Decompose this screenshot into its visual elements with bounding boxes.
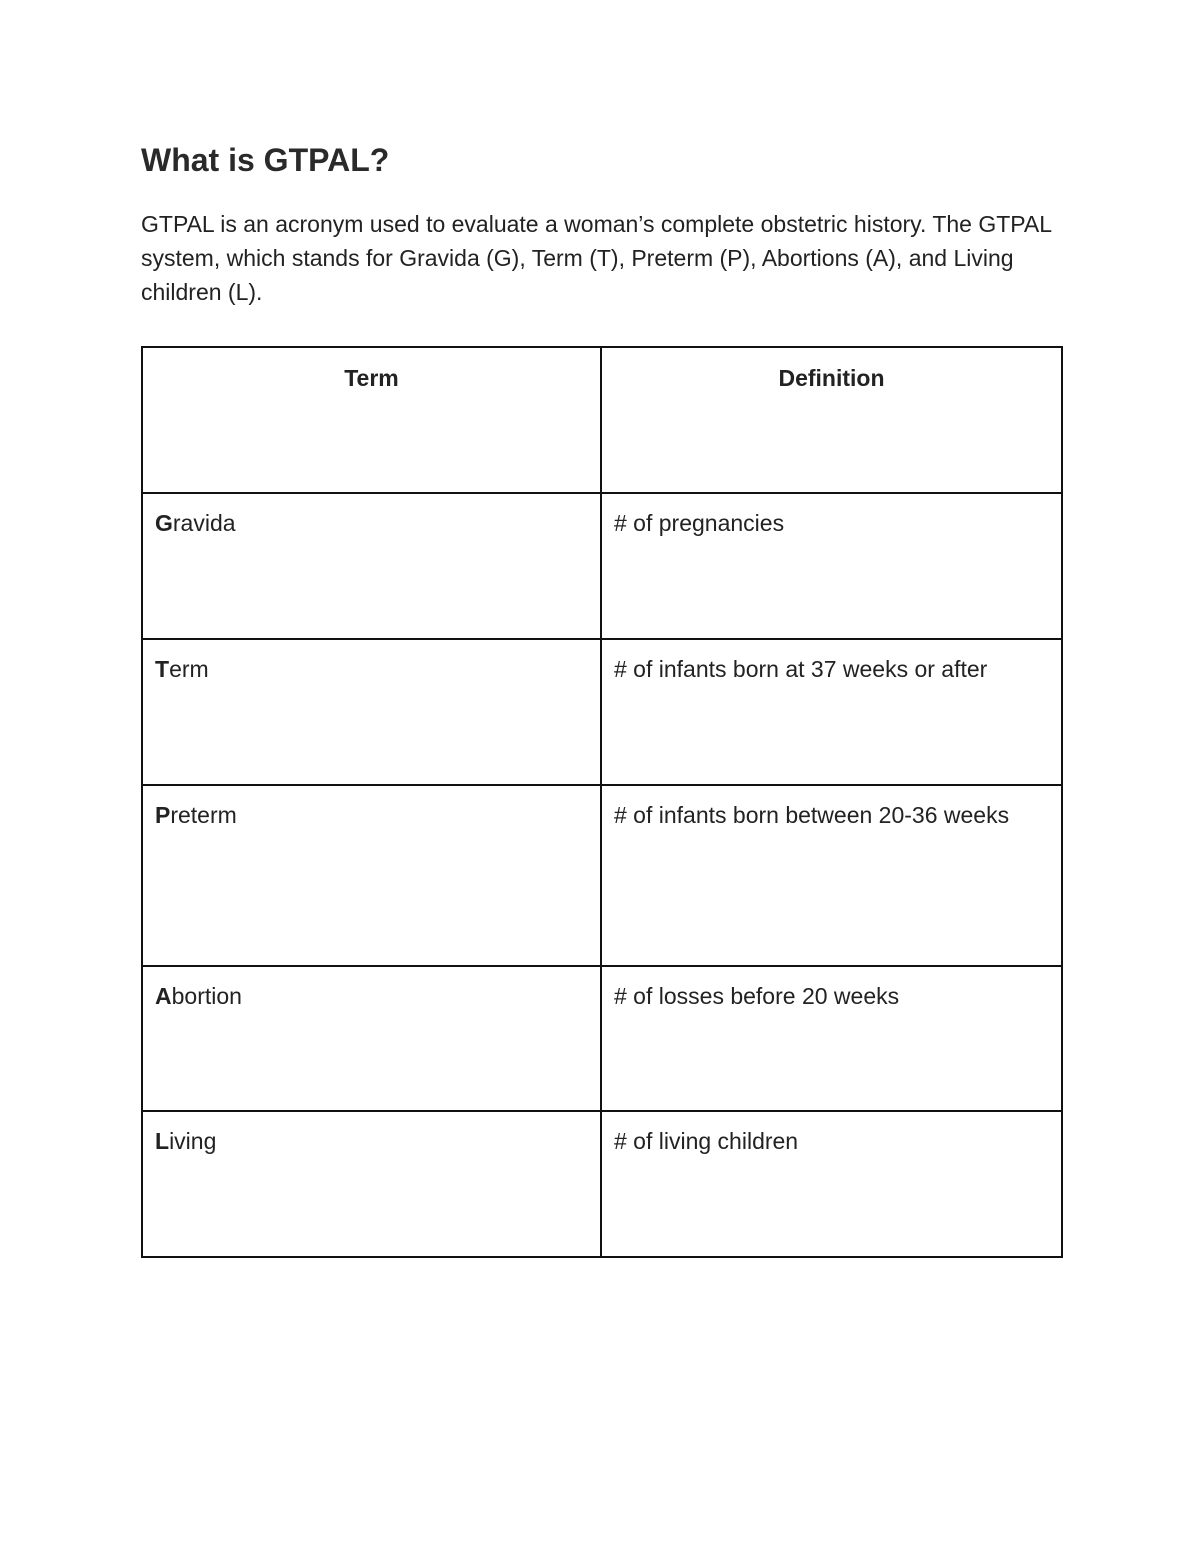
term-cell	[142, 639, 601, 785]
gtpal-table	[141, 346, 1063, 1258]
term-cell	[142, 1111, 601, 1257]
term-rest: ravida	[172, 510, 236, 536]
term-rest: bortion	[171, 983, 242, 1009]
table-header-row	[142, 347, 1062, 493]
definition-cell: # of living children	[601, 1111, 1062, 1257]
term-initial: A	[155, 983, 172, 1009]
header-definition: Definition	[601, 347, 1062, 493]
term-rest: iving	[169, 1128, 217, 1154]
table-row	[142, 1111, 1062, 1257]
definition-cell: # of losses before 20 weeks	[601, 966, 1062, 1111]
table-row	[142, 785, 1062, 966]
term-initial: L	[155, 1128, 170, 1154]
table-row	[142, 966, 1062, 1111]
definition-cell: # of pregnancies	[601, 493, 1062, 639]
definition-cell: # of infants born at 37 weeks or after	[601, 639, 1062, 785]
definition-cell: # of infants born between 20-36 weeks	[601, 785, 1062, 966]
term-initial: G	[155, 510, 173, 536]
term-rest: reterm	[170, 802, 237, 828]
table-row	[142, 493, 1062, 639]
page-title: What is GTPAL?	[141, 142, 390, 178]
table-row	[142, 639, 1062, 785]
term-cell	[142, 785, 601, 966]
term-cell	[142, 493, 601, 639]
term-initial: P	[155, 802, 171, 828]
intro-paragraph: GTPAL is an acronym used to evaluate a woman’s complete obstetric history. The GTPAL system, which stands for Gravida (G), Term (T), Preterm (P), Abortions (A), and Living children (L).	[141, 211, 1052, 305]
term-rest: erm	[169, 656, 209, 682]
header-term: Term	[142, 347, 601, 493]
term-initial: T	[155, 656, 170, 682]
term-cell	[142, 966, 601, 1111]
